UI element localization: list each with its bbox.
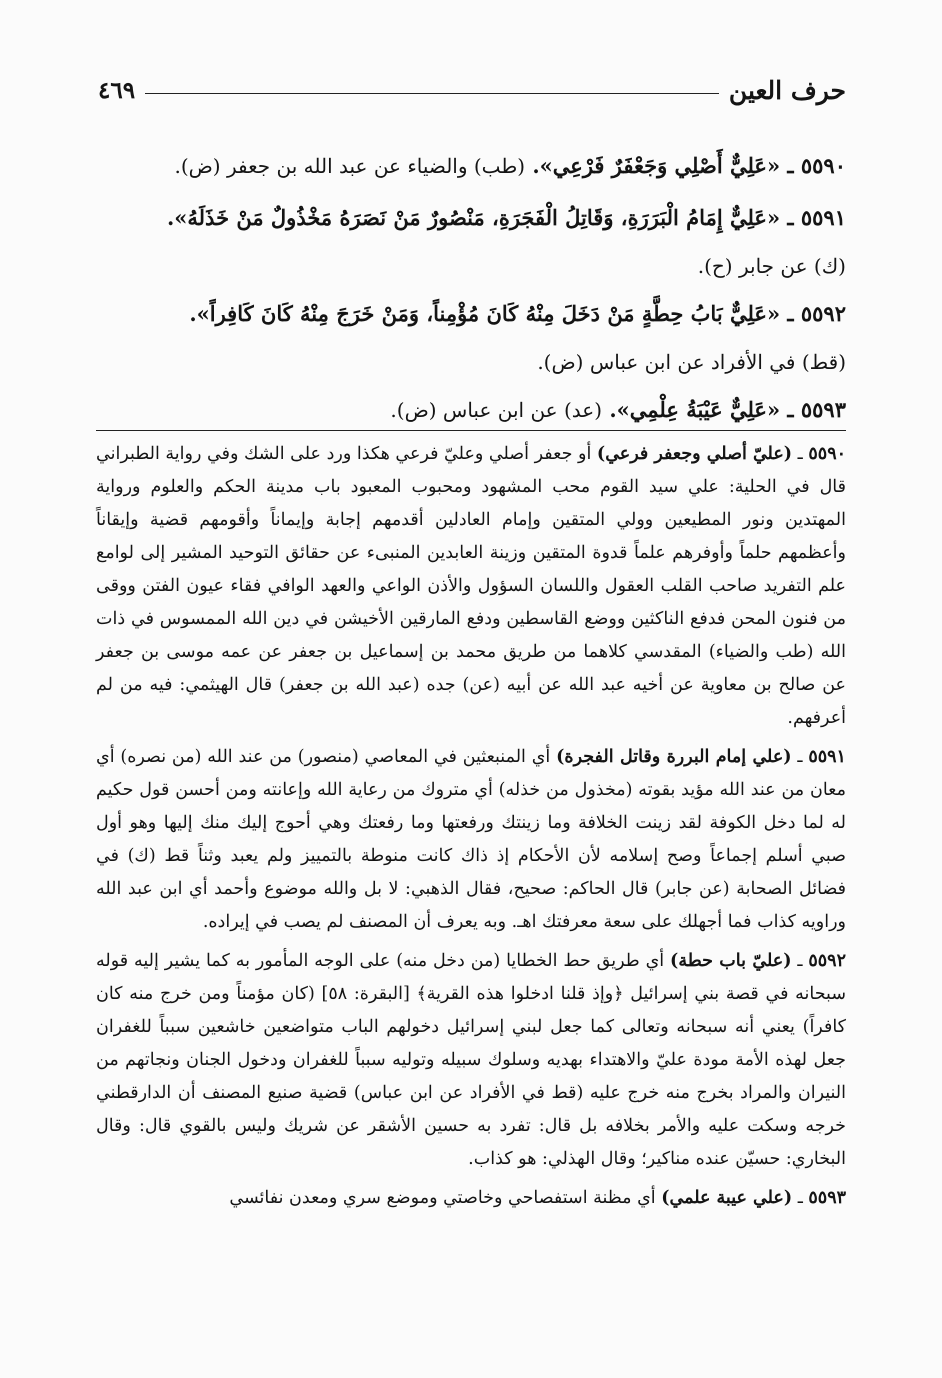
hadith-source: (ك) عن جابر (ح).: [697, 254, 846, 278]
hadith-source-line: [96, 340, 846, 384]
commentary-number: ٥٥٩١: [808, 747, 846, 767]
commentary-text: أي المنبعثين في المعاصي (منصور) من عند الله (من نصره) أي معان من عند الله مؤيد بقوته (مخذول من خذله) أي متروك من رعاية الله وإعانته ومن أحسن قول حكيم له لما دخل الكوفة لقد زينت الخلافة وما زينتك ورفعتها وما رفعتك وهي أحوج إليك منك إليها وهو أول صبي أسلم إجماعاً وصح إسلامه لأن الأحكام إذ ذاك كانت منوطة بالتمييز ولم يعبد وثناً قط (ك) في فضائل الصحابة (عن جابر) قال الحاكم: صحيح، فقال الذهبي: لا بل والله موضوع وأحمد أي ابن عبد الله وراويه كذاب فما أجهلك على سعة معرفتك اهـ. وبه يعرف أن المصنف لم يصب في إيراده.: [96, 747, 846, 932]
commentary-number: ٥٥٩٠: [808, 444, 846, 464]
hadith-list: [96, 140, 846, 436]
commentary-lemma: (علي إمام البررة وقاتل الفجرة): [556, 747, 792, 767]
commentary-section: [96, 438, 846, 1221]
hadith-source: (طب) والضياء عن عبد الله بن جعفر (ض).: [174, 154, 526, 178]
hadith-text: «عَلِيٌّ بَابُ حِطَّةٍ مَنْ دَخَلَ مِنْهُ كَانَ مُؤْمِناً، وَمَنْ خَرَجَ مِنْهُ كَانَ كَافِراً».: [189, 301, 781, 326]
hadith-number: ٥٥٩١: [800, 205, 846, 230]
header-rule: [145, 93, 719, 94]
hadith-entry: ٥٥٩٠ ـ «عَلِيٌّ أَصْلِي وَجَعْفَرٌ فَرْعِي». (طب) والضياء عن عبد الله بن جعفر (ض).: [174, 153, 846, 178]
hadith-text: «عَلِيٌّ إِمَامُ الْبَرَرَةِ، وَقَاتِلُ الْفَجَرَةِ، مَنْصُورٌ مَنْ نَصَرَهُ مَخْذُولٌ مَنْ خَذَلَهُ».: [166, 205, 781, 230]
hadith-text: «عَلِيٌّ عَيْبَةُ عِلْمِي»: [616, 397, 781, 422]
hadith-number: ٥٥٩٢: [800, 301, 846, 326]
hadith-source: (عد) عن ابن عباس (ض).: [390, 398, 603, 422]
hadith-entry: ٥٥٩٢ ـ «عَلِيٌّ بَابُ حِطَّةٍ مَنْ دَخَلَ مِنْهُ كَانَ مُؤْمِناً، وَمَنْ خَرَجَ مِنْهُ كَانَ كَافِراً».: [189, 301, 846, 326]
commentary-lemma: (علي عيبة علمي): [661, 1188, 793, 1208]
hadith-source: (قط) في الأفراد عن ابن عباس (ض).: [537, 350, 846, 374]
hadith-text: «عَلِيٌّ أَصْلِي وَجَعْفَرٌ فَرْعِي»: [539, 153, 781, 178]
section-divider: [96, 430, 846, 431]
commentary-paragraph: ٥٥٩١ ـ (علي إمام البررة وقاتل الفجرة) أي المنبعثين في المعاصي (منصور) من عند الله (من نصره) أي معان من عند الله مؤيد بقوته (مخذول من خذله) أي متروك من رعاية الله وإعانته ومن أحسن قول حكيم له لما دخل الكوفة لقد زينت الخلافة وما زينتك ورفعتها وما رفعتك وهي أحوج إليك منك إليها وهو أول صبي أسلم إجماعاً وصح إسلامه لأن الأحكام إذ ذاك كانت منوطة بالتمييز ولم يعبد وثناً قط (ك) في فضائل الصحابة (عن جابر) قال الحاكم: صحيح، فقال الذهبي: لا بل والله موضوع وأحمد أي ابن عبد الله وراويه كذاب فما أجهلك على سعة معرفتك اهـ. وبه يعرف أن المصنف لم يصب في إيراده.: [96, 747, 846, 932]
running-title: حرف العين: [728, 75, 846, 105]
commentary-text: أي طريق حط الخطايا (من دخل منه) على الوجه المأمور به كما يشير إليه قوله سبحانه في قصة بني إسرائيل ﴿وإذ قلنا ادخلوا هذه القرية﴾ [البقرة: ٥٨] (كان مؤمناً ومن خرج منه كان كافراً) يعني أنه سبحانه وتعالى كما جعل لبني إسرائيل دخولهم الباب متواضعين خاشعين سبباً للغفران جعل لهذه الأمة مودة عليّ والاهتداء بهديه وسلوك سبيله وتوليه سبباً للغفران ودخول الجنان ونجاتهم من النيران والمراد بخرج منه خرج عليه (قط في الأفراد عن ابن عباس) قضية صنيع المصنف أن الدارقطني خرجه وسكت عليه والأمر بخلافه بل قال: تفرد به حسين الأشقر عن شريك وليس بالقوي قال: وقال البخاري: حسيّن عنده مناكير؛ وقال الهذلي: هو كذاب.: [96, 951, 846, 1169]
commentary-paragraph: ٥٥٩٣ ـ (علي عيبة علمي) أي مظنة استفصاحي وخاصتي وموضع سري ومعدن نفائسي: [229, 1188, 846, 1208]
page-number: ٤٦٩: [98, 76, 136, 104]
hadith-entry: ٥٥٩٣ ـ «عَلِيٌّ عَيْبَةُ عِلْمِي». (عد) عن ابن عباس (ض).: [390, 397, 846, 422]
hadith-number: ٥٥٩٠: [800, 153, 846, 178]
commentary-text: أي مظنة استفصاحي وخاصتي وموضع سري ومعدن نفائسي: [229, 1188, 656, 1208]
commentary-number: ٥٥٩٢: [808, 951, 846, 971]
hadith-source-line: [96, 244, 846, 288]
commentary-lemma: (عليّ باب حطة): [670, 951, 792, 971]
hadith-entry: ٥٥٩١ ـ «عَلِيٌّ إِمَامُ الْبَرَرَةِ، وَقَاتِلُ الْفَجَرَةِ، مَنْصُورٌ مَنْ نَصَرَهُ مَخْذُولٌ مَنْ خَذَلَهُ».: [166, 205, 846, 230]
running-header: [98, 70, 846, 110]
commentary-paragraph: ٥٥٩٠ ـ (عليّ أصلي وجعفر فرعي) أو جعفر أصلي وعليّ فرعي هكذا ورد على الشك وفي رواية الطبراني قال في الحلية: علي سيد القوم محب المشهود ومحبوب المعبود باب مدينة الحكم والعلوم ورواية المهتدين ونور المطيعين وولي المتقين وإمام العادلين أقدمهم إجابة وإيماناً وأقومهم قضية وإيقاناً وأعظمهم حلماً وأوفرهم علماً قدوة المتقين وزينة العابدين المنبىء عن حقائق التوحيد المشير إلى لوامع علم التفريد صاحب القلب العقول واللسان السؤول والأذن الواعي والعهد الوافي فقاء عيون الفتن ووقى من فنون المحن فدفع الناكثين ووضع القاسطين ودفع المارقين الأخيشن في دين الله الممسوس في ذات الله (طب والضياء) المقدسي كلاهما من طريق محمد بن إسماعيل بن جعفر عن عمه موسى بن جعفر عن صالح بن معاوية عن أخيه عبد الله عن أبيه (عن) جده (عبد الله بن جعفر) قال الهيثمي: فيه من لم أعرفهم.: [96, 444, 846, 728]
commentary-text: أو جعفر أصلي وعليّ فرعي هكذا ورد على الشك وفي رواية الطبراني قال في الحلية: علي سيد القوم محب المشهود ومحبوب المعبود باب مدينة الحكم والعلوم ورواية المهتدين ونور المطيعين وولي المتقين وإمام العادلين أقدمهم إجابة وإيماناً وأقومهم قضية وإيقاناً وأعظمهم حلماً وأوفرهم علماً قدوة المتقين وزينة العابدين المنبىء عن حقائق التوحيد المشير إلى لوامع علم التفريد صاحب القلب العقول واللسان السؤول والأذن الواعي والعهد الوافي فقاء عيون الفتن ووقى من فنون المحن فدفع الناكثين ووضع القاسطين ودفع المارقين الأخيشن في دين الله الممسوس في ذات الله (طب والضياء) المقدسي كلاهما من طريق محمد بن إسماعيل بن جعفر عن عمه موسى بن جعفر عن صالح بن معاوية عن أخيه عبد الله عن أبيه (عن) جده (عبد الله بن جعفر) قال الهيثمي: فيه من لم أعرفهم.: [96, 444, 846, 728]
commentary-number: ٥٥٩٣: [808, 1188, 846, 1208]
commentary-paragraph: ٥٥٩٢ ـ (عليّ باب حطة) أي طريق حط الخطايا (من دخل منه) على الوجه المأمور به كما يشير إليه قوله سبحانه في قصة بني إسرائيل ﴿وإذ قلنا ادخلوا هذه القرية﴾ [البقرة: ٥٨] (كان مؤمناً ومن خرج منه كان كافراً) يعني أنه سبحانه وتعالى كما جعل لبني إسرائيل دخولهم الباب متواضعين خاشعين سبباً للغفران جعل لهذه الأمة مودة عليّ والاهتداء بهديه وسلوك سبيله وتوليه سبباً للغفران ودخول الجنان ونجاتهم من النيران والمراد بخرج منه خرج عليه (قط في الأفراد عن ابن عباس) قضية صنيع المصنف أن الدارقطني خرجه وسكت عليه والأمر بخلافه بل قال: تفرد به حسين الأشقر عن شريك وليس بالقوي قال: وقال البخاري: حسيّن عنده مناكير؛ وقال الهذلي: هو كذاب.: [96, 951, 846, 1169]
hadith-number: ٥٥٩٣: [800, 397, 846, 422]
commentary-lemma: (عليّ أصلي وجعفر فرعي): [596, 444, 793, 464]
